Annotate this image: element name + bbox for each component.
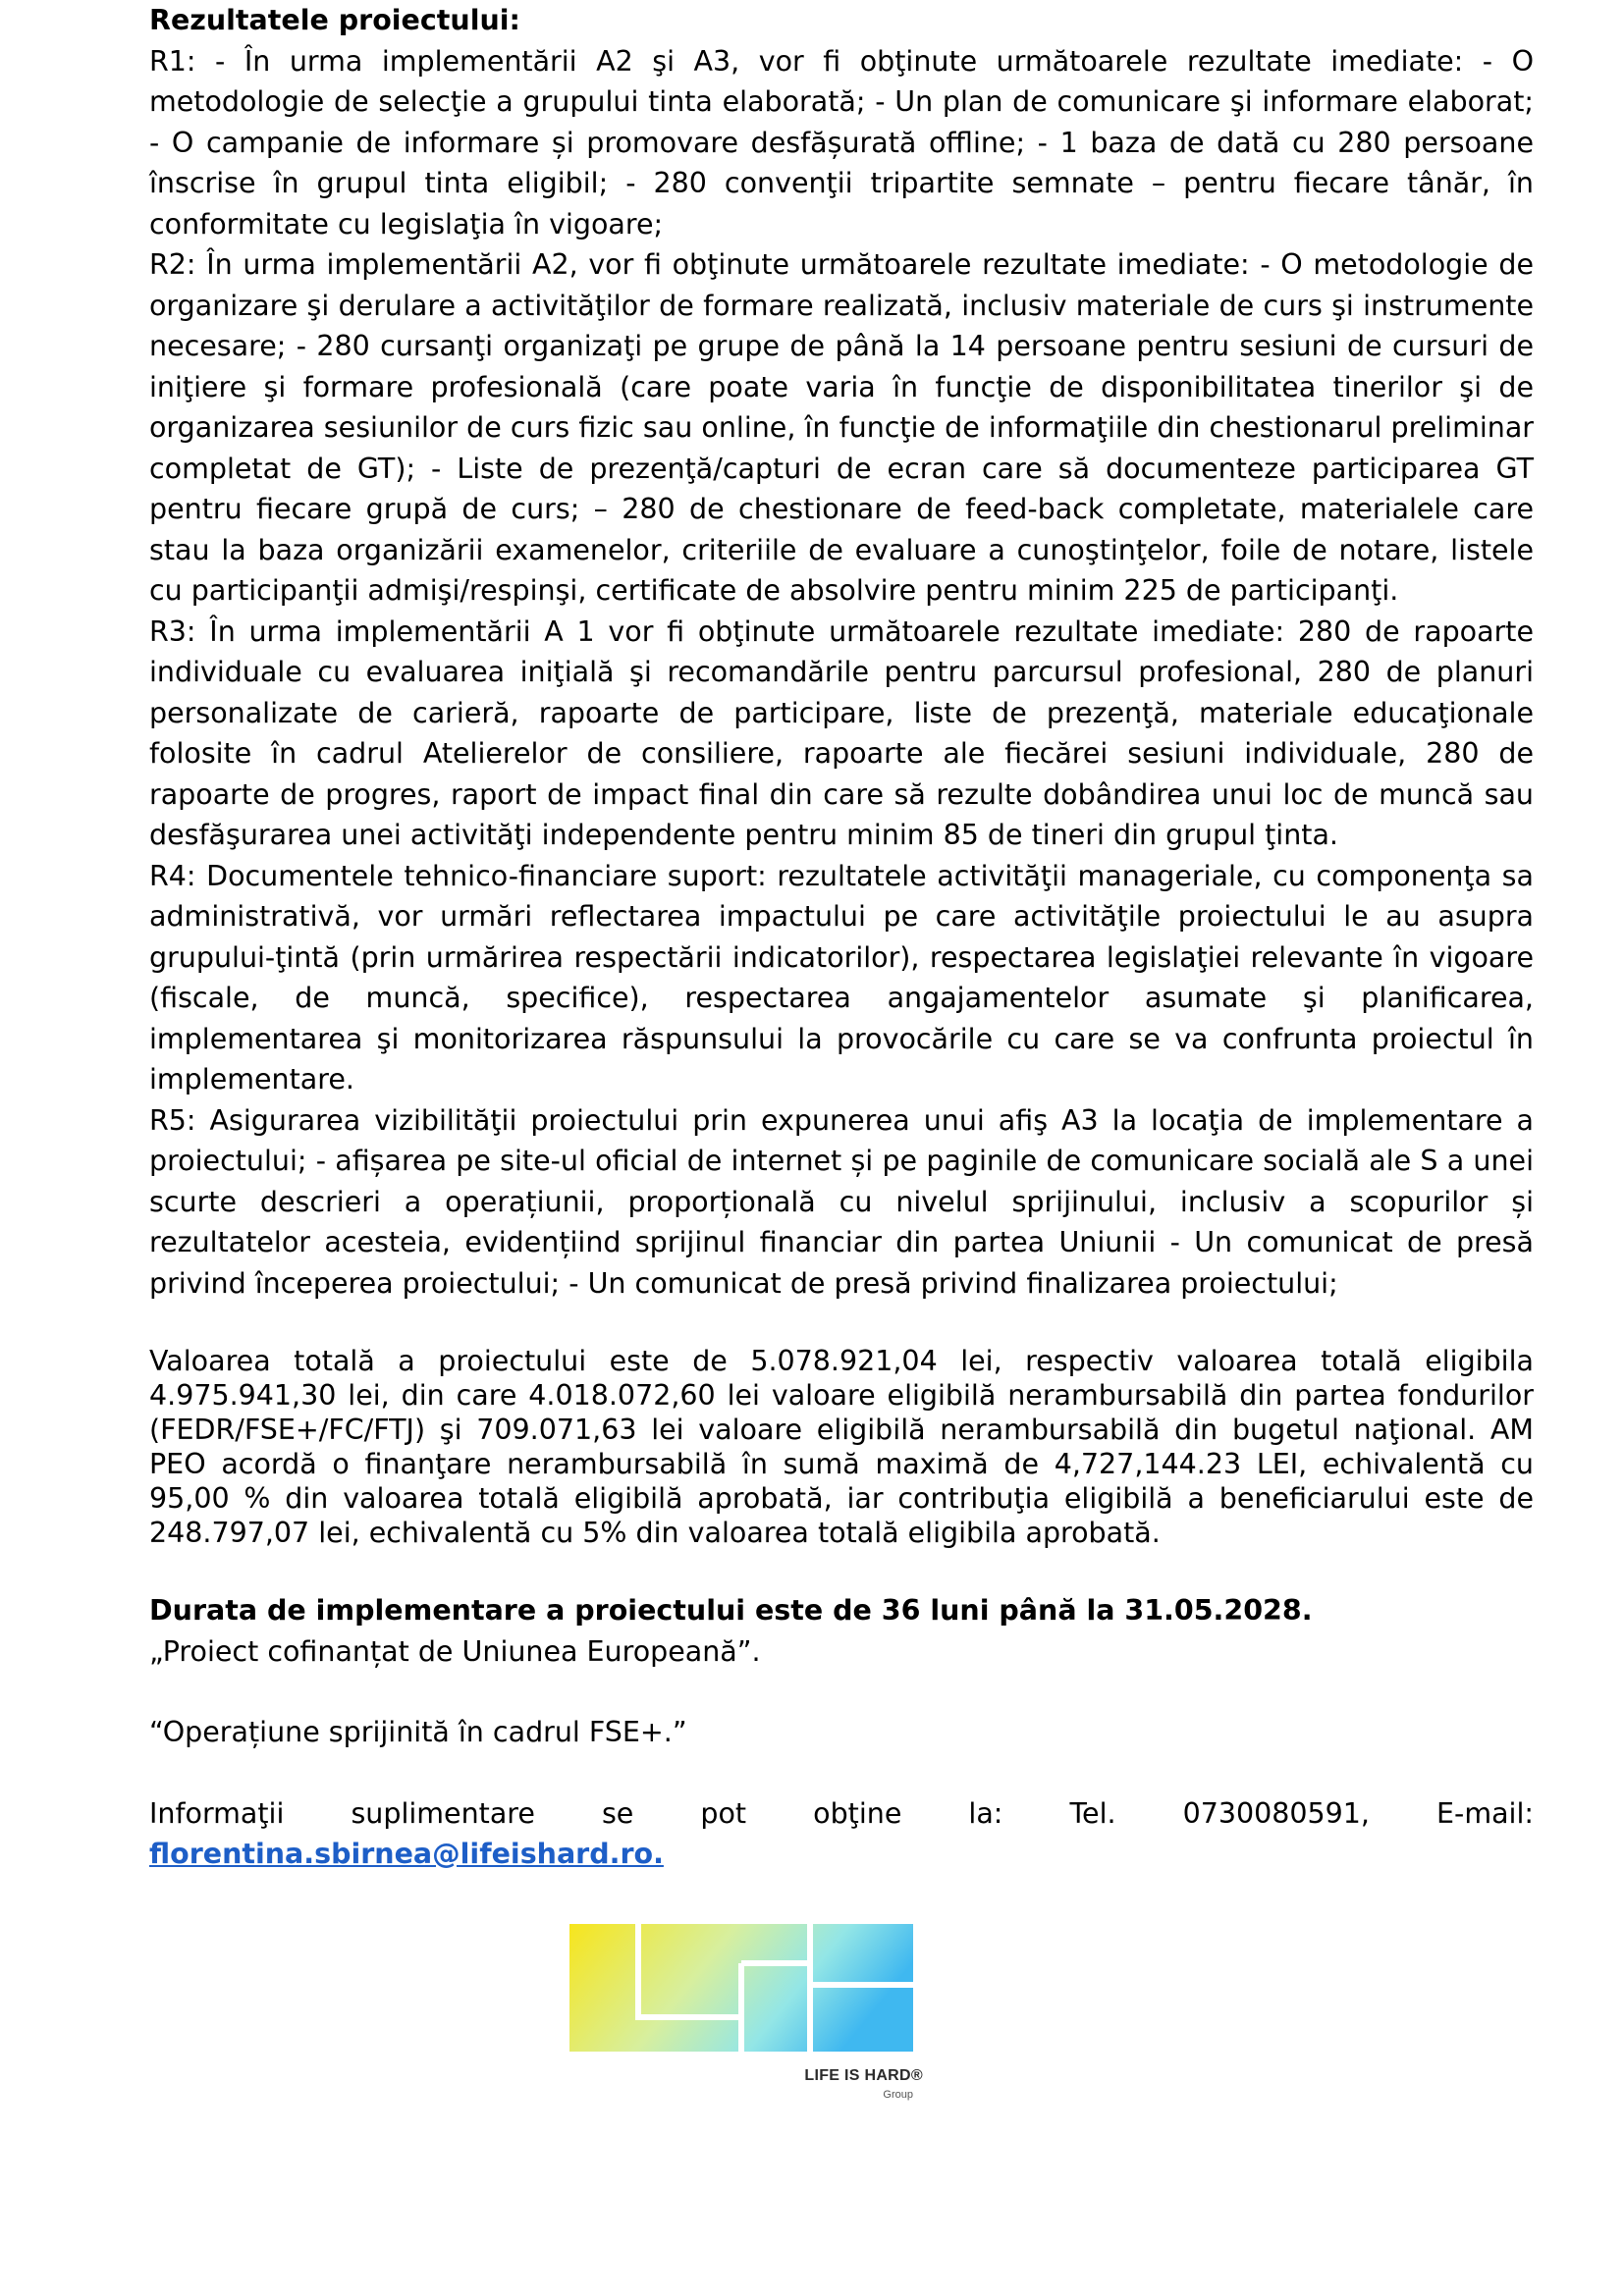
result-r5: R5: Asigurarea vizibilităţii proiectului prin expunerea unui afiş A3 la locaţia de implementare a proiectului; - afișarea pe site-ul oficial de internet și pe paginile de comunicare socială ale S a unei scurte descrieri a operațiunii, proporțională cu nivelul sprijinului, inclusiv a scopurilor și rezultatelor acesteia, evidențiind sprijinul financiar din partea Uniunii - Un comunicat de presă privind începerea proiectului; - Un comunicat de presă privind finalizarea proiectului; (149, 1103, 1534, 1300)
operation-statement: “Operațiune sprijinită în cadrul FSE+.” (149, 1716, 687, 1748)
cofinanced-statement: „Proiect cofinanțat de Uniunea Europeană”. (149, 1634, 761, 1668)
email-link[interactable]: florentina.sbirnea@lifeishard.ro. (149, 1838, 664, 1870)
logo-sub-text: Group (883, 2089, 913, 2101)
logo-graphic (569, 1924, 923, 2061)
logo-brand-text: LIFE IS HARD® (804, 2067, 923, 2084)
result-r2: R2: În urma implementării A2, vor fi obţinute următoarele rezultate imediate: - O metodologie de organizare şi derulare a activităţilor de formare realizată, inclusiv materiale de curs şi instrumente necesare; - 280 cursanţi organizaţi pe grupe de până la 14 persoane pentru sesiuni de cursuri de iniţiere şi formare profesională (care poate varia în funcţie de disponibilitatea tinerilor şi de organizarea sesiunilor de curs fizic sau online, în funcţie de informaţiile din chestionarul preliminar completat de GT); - Liste de prezenţă/capturi de ecran care să documenteze participarea GT pentru fiecare grupă de curs; – 280 de chestionare de feed-back completate, materialele care stau la baza organizării examenelor, criteriile de evaluare a cunoştinţelor, foile de notare, listele cu participanţii admişi/respinşi, certificate de absolvire pentru minim 225 de participanţi. (149, 248, 1534, 607)
result-r4: R4: Documentele tehnico-financiare suport: rezultatele activităţii manageriale, cu componenţa sa administrativă, vor urmări reflectarea impactului pe care activităţile proiectului le au asupra grupului-ţintă (prin urmărirea respectării indicatorilor), respectarea legislaţiei relevante în vigoare (fiscale, de muncă, specifice), respectarea angajamentelor asumate şi planificarea, implementarea şi monitorizarea răspunsului la provocările cu care se va confrunta proiectul în implementare. (149, 859, 1534, 1095)
result-r3: R3: În urma implementării A 1 vor fi obţinute următoarele rezultate imediate: 280 de rapoarte individuale cu evaluarea iniţială şi recomandările pentru parcursul profesional, 280 de planuri personalizate de carieră, rapoarte de participare, liste de prezenţă, materiale educaţionale folosite în cadrul Atelierelor de consiliere, rapoarte ale fiecărei sesiuni individuale, 280 de rapoarte de progres, raport de impact final din care să rezulte dobândirea unui loc de muncă sau desfăşurarea unei activităţi independente pentru minim 85 de tineri din grupul ţinta. (149, 614, 1534, 851)
result-r1: R1: - În urma implementării A2 şi A3, vor fi obţinute următoarele rezultate imediate: - O metodologie de selecţie a grupului tinta elaborată; - Un plan de comunicare şi informare elaborat; - O campanie de informare și promovare desfășurată offline; - 1 baza de dată cu 280 persoane înscrise în grupul tinta eligibil; - 280 convenţii tripartite semnate – pentru fiecare tânăr, în conformitate cu legislaţia în vigoare; (149, 44, 1534, 240)
company-logo (569, 1924, 923, 2106)
contact-prefix: Informaţii suplimentare se pot obţine la: Tel. 0730080591, E-mail: (149, 1796, 1534, 1830)
document-body (149, 0, 1534, 1875)
contact-line (149, 1793, 1534, 1875)
project-value-paragraph: Valoarea totală a proiectului este de 5.078.921,04 lei, respectiv valoarea totală eligibila 4.975.941,30 lei, din care 4.018.072,60 lei valoare eligibilă nerambursabilă din partea fondurilor (FEDR/FSE+/FC/FTJ) şi 709.071,63 lei valoare eligibilă nerambursabilă din bugetul naţional. AM PEO acordă o finanţare nerambursabilă în sumă maximă de 4,727,144.23 LEI, echivalentă cu 95,00 % din valoarea totală eligibilă aprobată, iar contribuţia eligibilă a beneficiarului este de 248.797,07 lei, echivalentă cu 5% din valoarea totală eligibila aprobată. (149, 1345, 1534, 1549)
results-heading: Rezultatele proiectului: (149, 4, 520, 36)
duration-statement: Durata de implementare a proiectului este de 36 luni până la 31.05.2028. (149, 1594, 1313, 1627)
